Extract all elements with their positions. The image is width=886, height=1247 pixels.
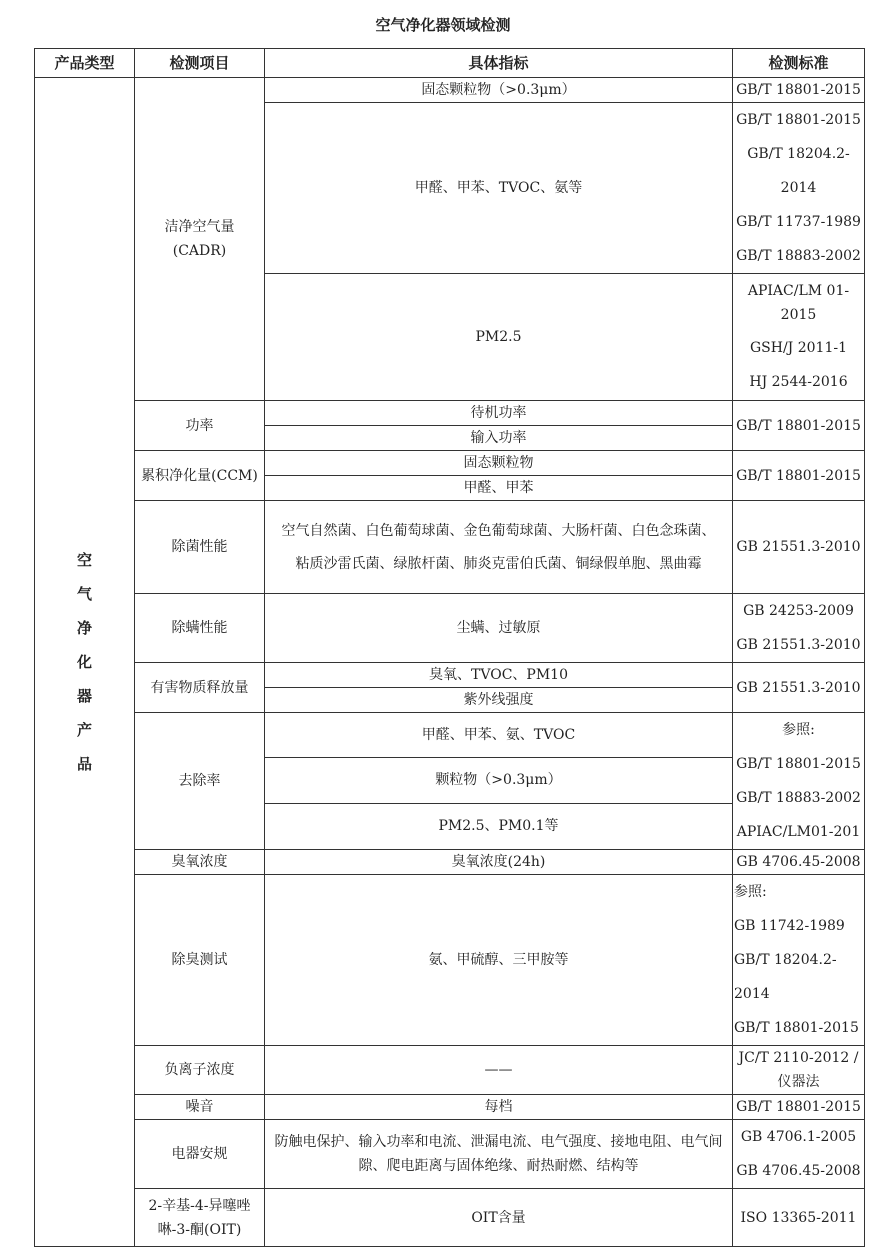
- standard-cell: GB/T 18801-2015: [733, 78, 865, 103]
- indicator-cell: 紫外线强度: [265, 688, 733, 713]
- standard-cell: 参照: GB/T 18801-2015 GB/T 18883-2002 APIAC/LM01-201: [733, 713, 865, 850]
- item-power: 功率: [135, 401, 265, 451]
- table-row: [35, 663, 865, 688]
- header-indicator: 具体指标: [265, 49, 733, 78]
- item-mite: 除螨性能: [135, 594, 265, 663]
- table-row: [35, 1046, 865, 1095]
- standard-cell: GB 4706.1-2005 GB 4706.45-2008: [733, 1120, 865, 1189]
- standard-cell: 参照: GB 11742-1989 GB/T 18204.2-2014 GB/T 18801-2015: [733, 875, 865, 1046]
- standard-cell: GB/T 18801-2015: [733, 1095, 865, 1120]
- header-test-item: 检测项目: [135, 49, 265, 78]
- table-row: [35, 875, 865, 1046]
- table-header-row: [35, 49, 865, 78]
- indicator-cell: 臭氧浓度(24h): [265, 850, 733, 875]
- table-row: [35, 451, 865, 476]
- indicator-cell: PM2.5: [265, 274, 733, 401]
- item-oit: 2-辛基-4-异噻唑啉-3-酮(OIT): [135, 1189, 265, 1247]
- item-ion: 负离子浓度: [135, 1046, 265, 1095]
- item-removal: 去除率: [135, 713, 265, 850]
- indicator-cell: 尘螨、过敏原: [265, 594, 733, 663]
- standard-cell: GB/T 18801-2015 GB/T 18204.2-2014 GB/T 11737-1989 GB/T 18883-2002: [733, 103, 865, 274]
- indicator-cell: 空气自然菌、白色葡萄球菌、金色葡萄球菌、大肠杆菌、白色念珠菌、 粘质沙雷氏菌、绿脓杆菌、肺炎克雷伯氏菌、铜绿假单胞、黑曲霉: [265, 501, 733, 594]
- standard-cell: ISO 13365-2011: [733, 1189, 865, 1247]
- indicator-cell: 固态颗粒物（>0.3μm）: [265, 78, 733, 103]
- standard-cell: GB/T 18801-2015: [733, 401, 865, 451]
- header-standard: 检测标准: [733, 49, 865, 78]
- indicator-cell: 防触电保护、输入功率和电流、泄漏电流、电气强度、接地电阻、电气间隙、爬电距离与固体绝缘、耐热耐燃、结构等: [265, 1120, 733, 1189]
- item-noise: 噪音: [135, 1095, 265, 1120]
- standard-cell: GB 21551.3-2010: [733, 663, 865, 713]
- table-row: [35, 713, 865, 758]
- standard-cell: GB 24253-2009 GB 21551.3-2010: [733, 594, 865, 663]
- indicator-cell: ——: [265, 1046, 733, 1095]
- table-row: [35, 78, 865, 103]
- standard-cell: GB 4706.45-2008: [733, 850, 865, 875]
- product-category: 空 气 净 化 器 产 品: [35, 78, 135, 1247]
- item-ozone: 臭氧浓度: [135, 850, 265, 875]
- item-bacteria: 除菌性能: [135, 501, 265, 594]
- item-harmful: 有害物质释放量: [135, 663, 265, 713]
- table-row: [35, 1095, 865, 1120]
- item-odor: 除臭测试: [135, 875, 265, 1046]
- item-cadr: 洁净空气量 (CADR): [135, 78, 265, 401]
- indicator-cell: 臭氧、TVOC、PM10: [265, 663, 733, 688]
- table-row: [35, 501, 865, 594]
- item-ccm: 累积净化量(CCM): [135, 451, 265, 501]
- table-row: [35, 401, 865, 426]
- indicator-cell: 每档: [265, 1095, 733, 1120]
- indicator-cell: 待机功率: [265, 401, 733, 426]
- item-electrical: 电器安规: [135, 1120, 265, 1189]
- indicator-cell: 固态颗粒物: [265, 451, 733, 476]
- standard-cell: APIAC/LM 01-2015 GSH/J 2011-1 HJ 2544-2016: [733, 274, 865, 401]
- indicator-cell: 输入功率: [265, 426, 733, 451]
- standard-cell: GB 21551.3-2010: [733, 501, 865, 594]
- table-row: [35, 1189, 865, 1247]
- indicator-cell: 颗粒物（>0.3μm）: [265, 758, 733, 803]
- table-row: [35, 850, 865, 875]
- page-title: 空气净化器领域检测: [375, 16, 511, 34]
- table-row: [35, 594, 865, 663]
- indicator-cell: 甲醛、甲苯、TVOC、氨等: [265, 103, 733, 274]
- indicator-cell: 氨、甲硫醇、三甲胺等: [265, 875, 733, 1046]
- testing-table: [34, 48, 865, 1247]
- table-row: [35, 1120, 865, 1189]
- standard-cell: JC/T 2110-2012 /仪器法: [733, 1046, 865, 1095]
- header-product-type: 产品类型: [35, 49, 135, 78]
- standard-cell: GB/T 18801-2015: [733, 451, 865, 501]
- indicator-cell: PM2.5、PM0.1等: [265, 803, 733, 849]
- indicator-cell: 甲醛、甲苯: [265, 476, 733, 501]
- indicator-cell: OIT含量: [265, 1189, 733, 1247]
- indicator-cell: 甲醛、甲苯、氨、TVOC: [265, 713, 733, 758]
